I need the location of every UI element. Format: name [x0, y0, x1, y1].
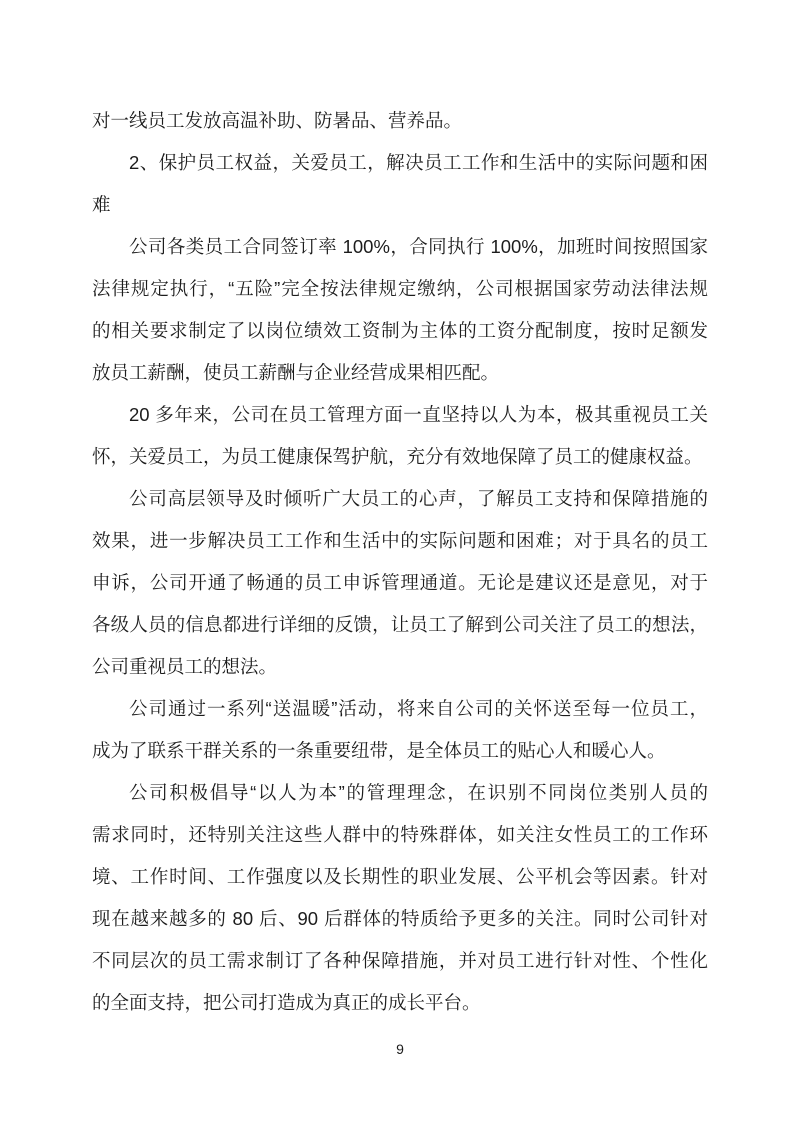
text-line: 效果，进一步解决员工工作和生活中的实际问题和困难；对于具名的员工 — [92, 530, 708, 551]
page-footer — [0, 1041, 800, 1059]
text-line: 20 多年来，公司在员工管理方面一直坚持以人为本，极其重视员工关 — [129, 404, 708, 425]
text-line: 申诉，公司开通了畅通的员工申诉管理通道。无论是建议还是意见，对于 — [92, 572, 708, 593]
text-line: 需求同时，还特别关注这些人群中的特殊群体，如关注女性员工的工作环 — [92, 824, 708, 845]
page-number: 9 — [396, 1041, 404, 1057]
text-line: 怀，关爱员工，为员工健康保驾护航，充分有效地保障了员工的健康权益。 — [92, 446, 703, 467]
text-line: 难 — [92, 194, 111, 215]
text-line: 现在越来越多的 80 后、90 后群体的特质给予更多的关注。同时公司针对 — [92, 908, 708, 929]
text-line: 境、工作时间、工作强度以及长期性的职业发展、公平机会等因素。针对 — [92, 866, 708, 887]
text-line: 公司重视员工的想法。 — [92, 656, 278, 677]
text-line: 对一线员工发放高温补助、防暑品、营养品。 — [92, 110, 463, 131]
document-body — [92, 100, 708, 1024]
text-line: 各级人员的信息都进行详细的反馈，让员工了解到公司关注了员工的想法， — [92, 614, 708, 635]
text-line: 公司各类员工合同签订率 100%，合同执行 100%，加班时间按照国家 — [129, 236, 708, 257]
text-line: 公司积极倡导“以人为本”的管理理念，在识别不同岗位类别人员的 — [129, 782, 708, 803]
text-line: 公司通过一系列“送温暖”活动，将来自公司的关怀送至每一位员工， — [129, 698, 708, 719]
text-line: 公司高层领导及时倾听广大员工的心声，了解员工支持和保障措施的 — [129, 488, 708, 509]
text-line: 法律规定执行，“五险”完全按法律规定缴纳，公司根据国家劳动法律法规 — [92, 278, 708, 299]
text-line: 成为了联系干群关系的一条重要纽带，是全体员工的贴心人和暖心人。 — [92, 740, 666, 761]
text-line: 的全面支持，把公司打造成为真正的成长平台。 — [92, 992, 481, 1013]
text-line: 的相关要求制定了以岗位绩效工资制为主体的工资分配制度，按时足额发 — [92, 320, 708, 341]
text-line: 放员工薪酬，使员工薪酬与企业经营成果相匹配。 — [92, 362, 500, 383]
text-line: 不同层次的员工需求制订了各种保障措施，并对员工进行针对性、个性化 — [92, 950, 708, 971]
text-line: 2、保护员工权益，关爱员工，解决员工工作和生活中的实际问题和困 — [129, 152, 708, 173]
